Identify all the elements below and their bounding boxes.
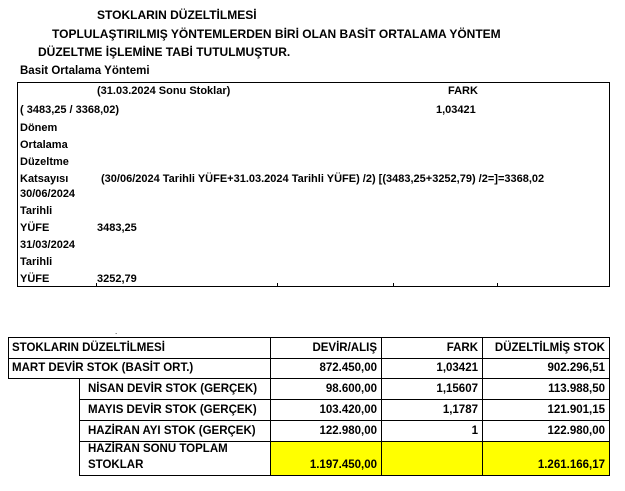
total-fark-highlight [381, 441, 482, 475]
table-left-border [8, 337, 9, 379]
calc-tick-2 [277, 283, 278, 287]
total-devir-value: 1.197.450,00 [309, 459, 377, 471]
ratio-expression: ( 3483,25 / 3368,02) [20, 104, 120, 116]
table-row-duzeltilmis: 113.988,50 [548, 383, 605, 395]
calc-tick-3 [393, 283, 394, 287]
coefficient-label-line: Dönem [20, 122, 58, 134]
total-label-line-1: HAZİRAN SONU TOPLAM [88, 443, 228, 455]
calc-left-border [17, 82, 18, 287]
table-row-label: MART DEVİR STOK (BASİT ORT.) [12, 362, 194, 374]
table-row-devir: 98.600,00 [325, 383, 377, 395]
table-row-divider [79, 399, 610, 400]
table-header-duzeltilmis: DÜZELTİLMİŞ STOK [494, 342, 605, 354]
table-row-fark: 1 [471, 425, 478, 437]
table-row-label: HAZİRAN AYI STOK (GERÇEK) [88, 425, 256, 437]
yufe-june-label-line: 30/06/2024 [20, 188, 76, 200]
table-row-devir: 122.980,00 [319, 425, 377, 437]
yufe-march-label-line: YÜFE [20, 273, 50, 285]
table-row-fark: 1,03421 [436, 362, 478, 374]
total-label-line-2: STOKLAR [88, 459, 144, 471]
coefficient-label-line: Katsayısı [20, 173, 69, 185]
header-line-2: TOPLULAŞTIRILMIŞ YÖNTEMLERDEN BİRİ OLAN BASİT ORTALAMA YÖNTEM [52, 27, 501, 41]
table-right-border [609, 337, 610, 476]
table-row-label: MAYIS DEVİR STOK (GERÇEK) [88, 404, 257, 416]
calc-top-border [17, 82, 610, 83]
table-inner-left-border [79, 378, 80, 476]
yufe-march-label-line: 31/03/2024 [20, 239, 76, 251]
header-line-3: DÜZELTME İŞLEMİNE TABİ TUTULMUŞTUR. [38, 45, 291, 59]
table-row-duzeltilmis: 902.296,51 [547, 362, 605, 374]
method-subtitle: Basit Ortalama Yöntemi [20, 65, 150, 77]
period-label: (31.03.2024 Sonu Stoklar) [97, 85, 231, 97]
table-row-duzeltilmis: 122.980,00 [547, 425, 605, 437]
total-duzeltilmis-value: 1.261.166,17 [537, 459, 605, 471]
table-header-divider [8, 358, 610, 359]
table-row-duzeltilmis: 121.901,15 [547, 404, 605, 416]
calc-right-border [609, 82, 610, 287]
coefficient-formula: (30/06/2024 Tarihli YÜFE+31.03.2024 Tarihli YÜFE) /2) [(3483,25+3252,79) /2=]=3368,02 [101, 173, 545, 185]
table-row-fark: 1,15607 [436, 383, 478, 395]
yufe-june-label-line: YÜFE [20, 222, 50, 234]
yufe-june-value: 3483,25 [97, 222, 137, 234]
table-row-label: NİSAN DEVİR STOK (GERÇEK) [88, 383, 258, 395]
table-top-border [8, 337, 610, 338]
table-row-divider [8, 378, 610, 379]
calc-tick-4 [497, 283, 498, 287]
coefficient-label-line: Düzeltme [20, 156, 69, 168]
table-header-fark: FARK [446, 342, 478, 354]
yufe-june-label-line: Tarihli [20, 205, 53, 217]
table-row-divider [79, 420, 610, 421]
table-header-title: STOKLARIN DÜZELTİLMESİ [12, 342, 165, 354]
header-line-1: STOKLARIN DÜZELTİLMESİ [97, 8, 257, 22]
table-header-devir: DEVİR/ALIŞ [312, 342, 377, 354]
calc-bottom-border [17, 286, 610, 287]
ratio-value: 1,03421 [436, 104, 476, 116]
table-row-devir: 103.420,00 [319, 404, 377, 416]
yufe-march-value: 3252,79 [97, 273, 137, 285]
yufe-march-label-line: Tarihli [20, 256, 53, 268]
table-row-devir: 872.450,00 [319, 362, 377, 374]
small-dot: . [115, 327, 118, 336]
coefficient-label-line: Ortalama [20, 139, 68, 151]
fark-label: FARK [448, 85, 478, 97]
table-bottom-border [79, 475, 610, 476]
table-row-fark: 1,1787 [442, 404, 478, 416]
